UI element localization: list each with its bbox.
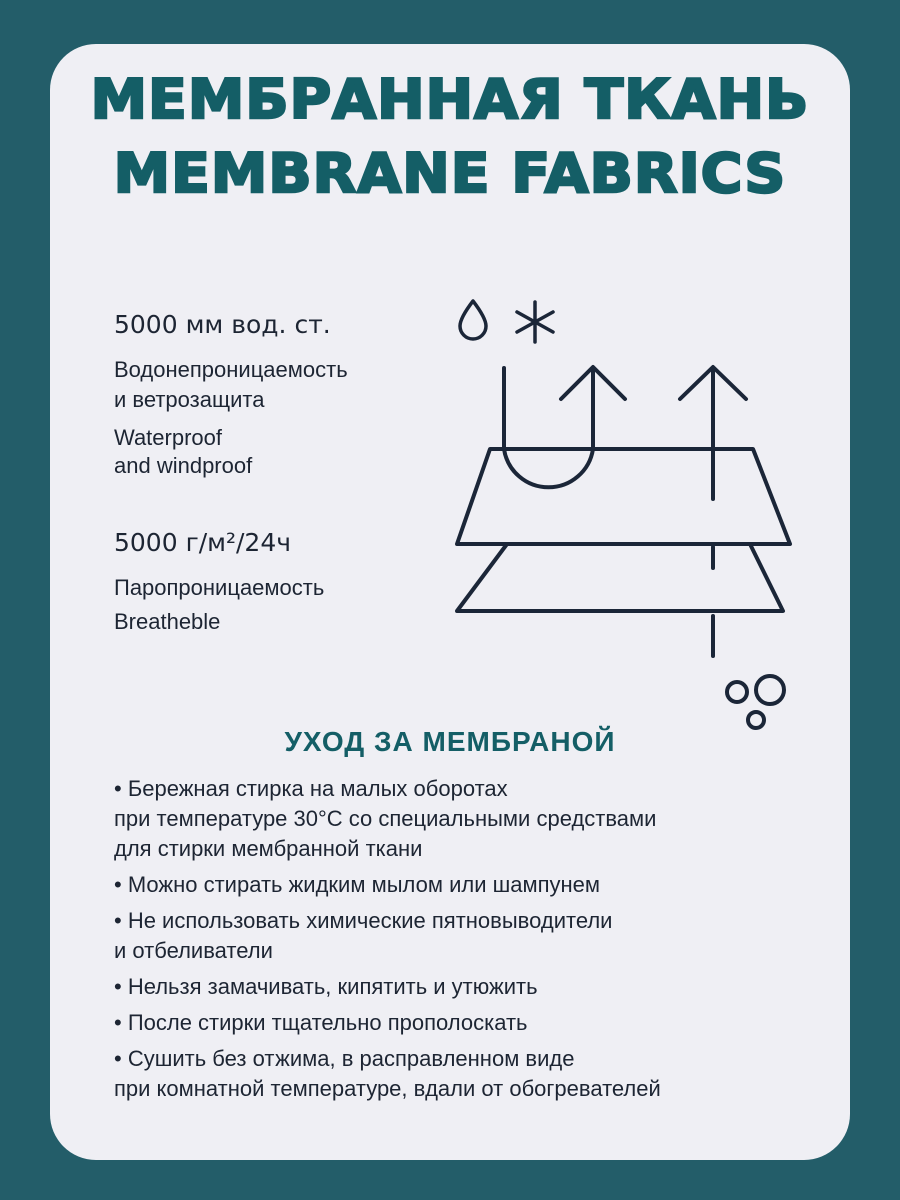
snowflake-icon xyxy=(517,302,553,342)
u-turn-arrow-icon xyxy=(504,367,625,487)
care-item-line: • После стирки тщательно прополоскать xyxy=(114,1010,528,1035)
list-item xyxy=(114,972,834,1002)
care-item-line: при температуре 30°С со специальными средствами xyxy=(114,806,657,831)
waterproof-desc-ru-2: и ветрозащита xyxy=(114,387,265,412)
list-item xyxy=(114,774,834,864)
breathable-desc-en: Breatheble xyxy=(114,609,221,634)
breathable-desc-ru: Паропроницаемость xyxy=(114,575,325,600)
title-en: MEMBRANE FABRICS xyxy=(113,142,787,205)
bubbles-icon xyxy=(727,676,784,728)
fabric-layers-icon xyxy=(457,449,790,611)
info-card xyxy=(50,44,850,1160)
membrane-diagram xyxy=(440,244,820,744)
care-item-line: • Нельзя замачивать, кипятить и утюжить xyxy=(114,974,538,999)
list-item xyxy=(114,906,834,966)
title-ru: МЕМБРАННАЯ ТКАНЬ xyxy=(90,68,810,131)
water-drop-icon xyxy=(460,301,486,339)
care-item-line: • Сушить без отжима, в расправленном виде xyxy=(114,1046,575,1071)
list-item xyxy=(114,1008,834,1038)
care-item-line: • Не использовать химические пятновыводители xyxy=(114,908,613,933)
list-item xyxy=(114,1044,834,1104)
breathable-value: 5000 г/м²/24ч xyxy=(114,528,292,557)
care-item-line: для стирки мембранной ткани xyxy=(114,836,423,861)
care-heading: УХОД ЗА МЕМБРАНОЙ xyxy=(284,726,616,757)
waterproof-desc-en-2: and windproof xyxy=(114,453,253,478)
waterproof-value: 5000 мм вод. ст. xyxy=(114,310,331,339)
care-item-line: • Можно стирать жидким мылом или шампунем xyxy=(114,872,601,897)
waterproof-desc-en-1: Waterproof xyxy=(114,425,223,450)
care-item-line: и отбеливатели xyxy=(114,938,273,963)
care-list xyxy=(114,774,834,1110)
list-item xyxy=(114,870,834,900)
waterproof-desc-ru-1: Водонепроницаемость xyxy=(114,357,348,382)
care-item-line: • Бережная стирка на малых оборотах xyxy=(114,776,508,801)
care-item-line: при комнатной температуре, вдали от обогревателей xyxy=(114,1076,661,1101)
